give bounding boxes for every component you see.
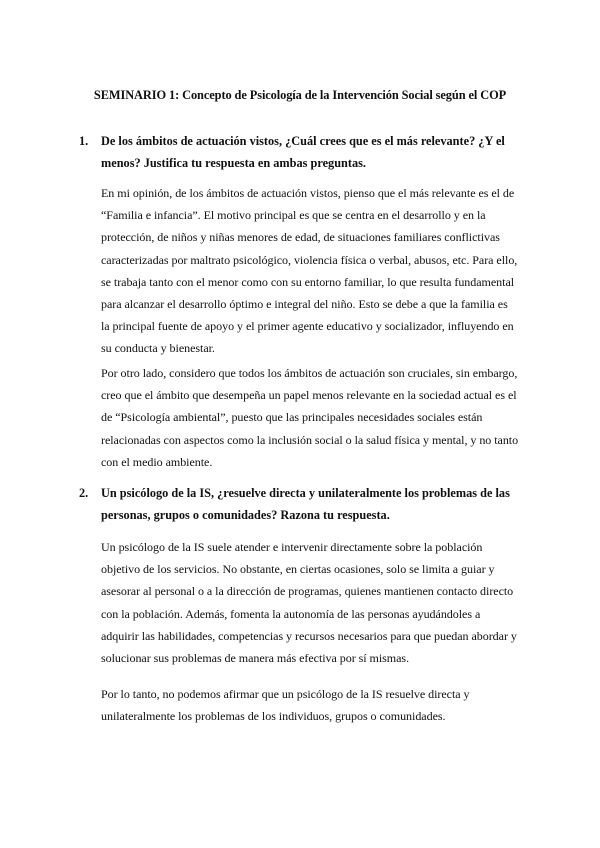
- answer-paragraph: Un psicólogo de la IS suele atender e intervenir directamente sobre la población objetivo de los servicios. No obstante, en ciertas ocasiones, solo se limita a guiar y asesorar al personal o a la dirección de programas, quienes mantienen contacto directo con la población. Además, fomenta la autonomía de las personas ayudándoles a adquirir las habilidades, competencias y recursos necesarios para que puedan abordar y solucionar sus problemas de manera más efectiva por sí mismas.: [101, 540, 517, 666]
- answer-paragraph: En mi opinión, de los ámbitos de actuación vistos, pienso que el más relevante es el de “Familia e infancia”. El motivo principal es que se centra en el desarrollo y en la protección, de niños y niñas menores de edad, de situaciones familiares conflictivas caracterizadas por maltrato psicológico, violencia física o verbal, abusos, etc. Para ello, se trabaja tanto con el menor como con su entorno familiar, lo que resulta fundamental para alcanzar el desarrollo óptimo e integral del niño. Esto se debe a que la familia es la principal fuente de apoyo y el primer agente educativo y socializador, influyendo en su conducta y bienestar.: [101, 186, 518, 356]
- question-text: De los ámbitos de actuación vistos, ¿Cuál crees que es el más relevante? ¿Y el menos? Justifica tu respuesta en ambas preguntas.: [101, 134, 505, 170]
- document-title: SEMINARIO 1: Concepto de Psicología de la Intervención Social según el COP: [93, 88, 507, 102]
- question-2: [79, 482, 519, 526]
- answer-paragraph: Por otro lado, considero que todos los ámbitos de actuación son cruciales, sin embargo, creo que el ámbito que desempeña un papel menos relevante en la sociedad actual es el de “Psicología ambiental”, puesto que las principales necesidades sociales están relacionadas con aspectos como la inclusión social o la salud física y mental, y no tanto con el medio ambiente.: [101, 366, 519, 469]
- question-1: [79, 130, 519, 174]
- question-number: 1.: [79, 134, 89, 148]
- answer-paragraph: Por lo tanto, no podemos afirmar que un psicólogo de la IS resuelve directa y unilateralmente los problemas de los individuos, grupos o comunidades.: [101, 687, 470, 724]
- question-number: 2.: [79, 486, 89, 500]
- question-text: Un psicólogo de la IS, ¿resuelve directa y unilateralmente los problemas de las personas, grupos o comunidades? Razona tu respuesta.: [101, 486, 510, 522]
